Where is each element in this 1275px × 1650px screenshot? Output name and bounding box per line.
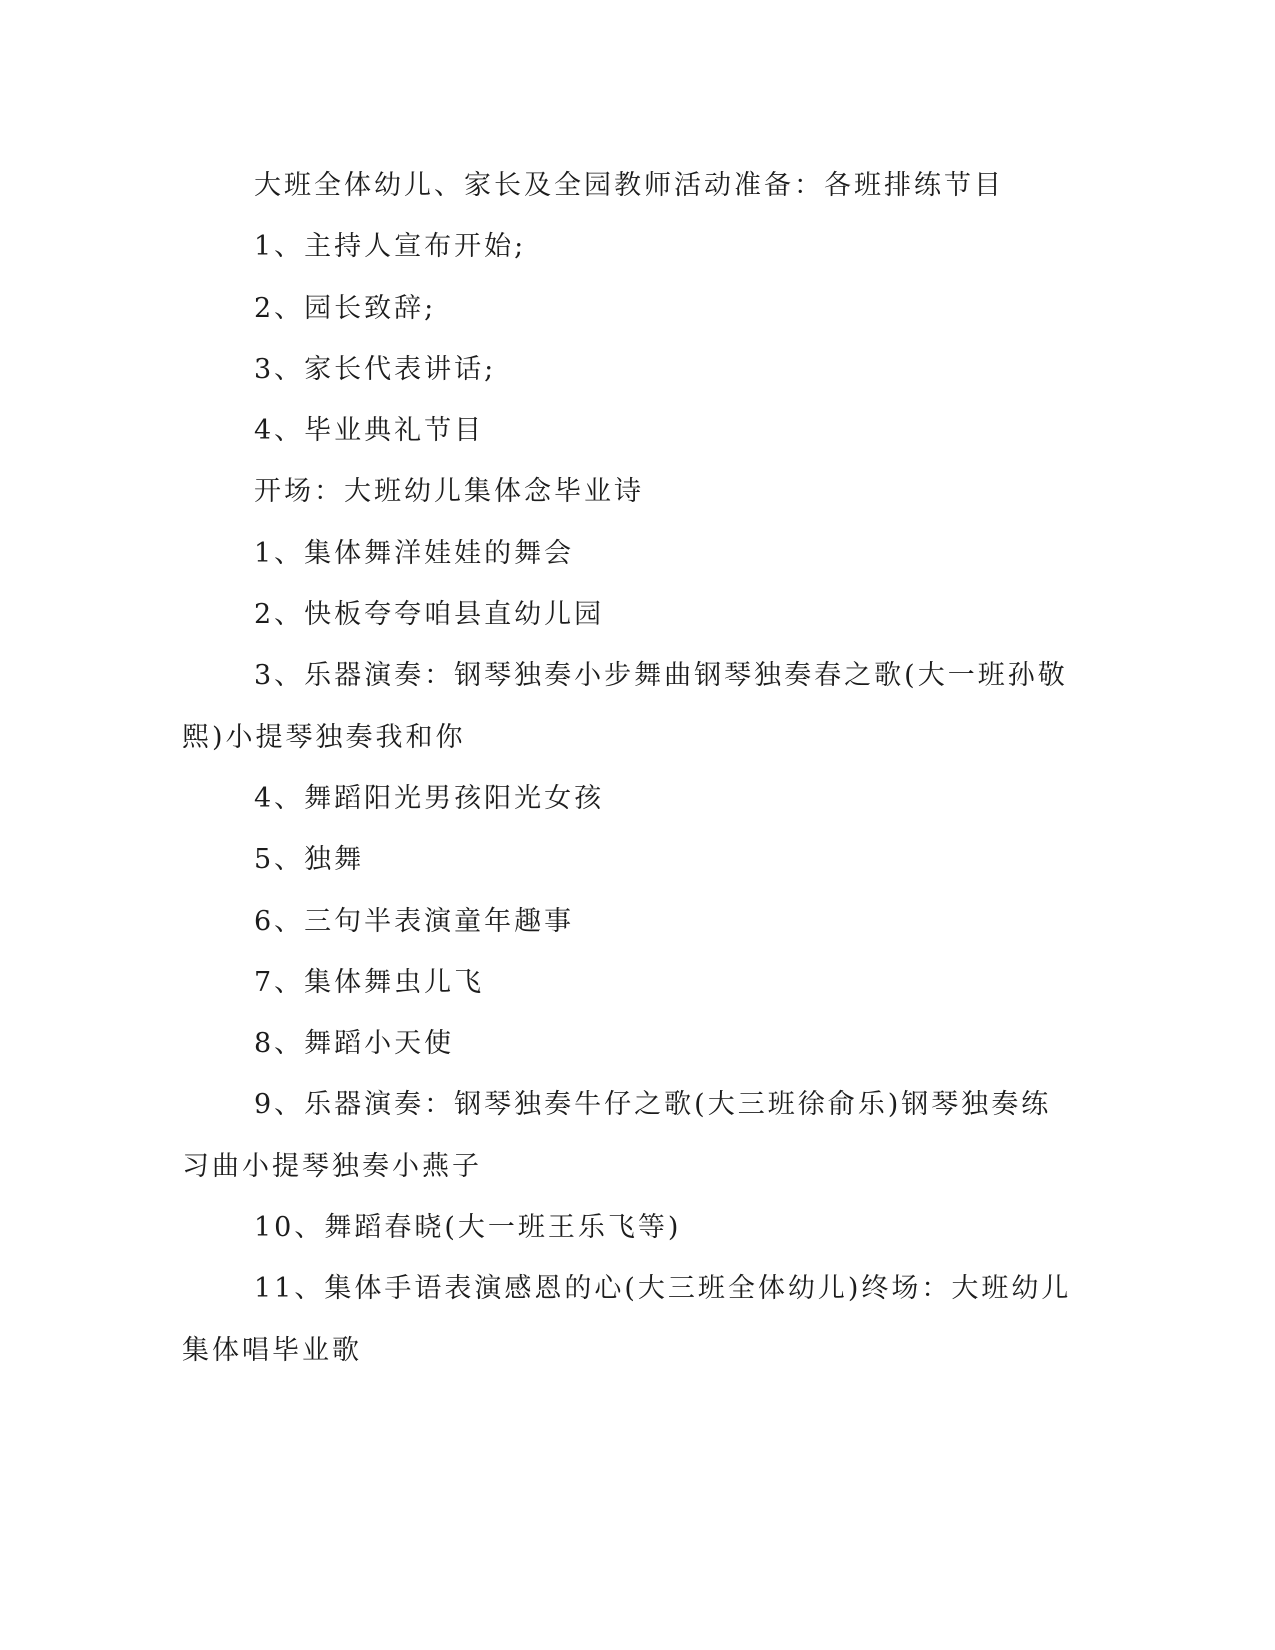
paragraph-program-9: 9、乐器演奏：钢琴独奏牛仔之歌(大三班徐俞乐)钢琴独奏练习曲小提琴独奏小燕子	[182, 1089, 1052, 1182]
paragraph-program-5: 5、独舞	[254, 844, 365, 876]
paragraph-program-8: 8、舞蹈小天使	[254, 1028, 455, 1060]
paragraph-item-ceremony-program: 4、毕业典礼节目	[254, 415, 485, 447]
paragraph-item-principal-speech: 2、园长致辞;	[254, 292, 437, 324]
paragraph-program-10: 10、舞蹈春晓(大一班王乐飞等)	[254, 1212, 682, 1244]
paragraph-program-2: 2、快板夸夸咱县直幼儿园	[254, 599, 605, 631]
paragraph-program-11: 11、集体手语表演感恩的心(大三班全体幼儿)终场：大班幼儿集体唱毕业歌	[182, 1273, 1072, 1366]
paragraph-item-host-opening: 1、主持人宣布开始;	[254, 231, 527, 263]
document-body	[182, 155, 1072, 1381]
paragraph-preparation: 大班全体幼儿、家长及全园教师活动准备：各班排练节目	[254, 170, 1004, 201]
paragraph-opening: 开场：大班幼儿集体念毕业诗	[254, 476, 644, 508]
paragraph-program-6: 6、三句半表演童年趣事	[254, 905, 575, 937]
paragraph-program-1: 1、集体舞洋娃娃的舞会	[254, 537, 575, 569]
paragraph-item-parent-speech: 3、家长代表讲话;	[254, 353, 497, 385]
paragraph-program-7: 7、集体舞虫儿飞	[254, 966, 485, 998]
paragraph-program-3: 3、乐器演奏：钢琴独奏小步舞曲钢琴独奏春之歌(大一班孙敬熙)小提琴独奏我和你	[182, 660, 1068, 753]
paragraph-program-4: 4、舞蹈阳光男孩阳光女孩	[254, 782, 605, 814]
